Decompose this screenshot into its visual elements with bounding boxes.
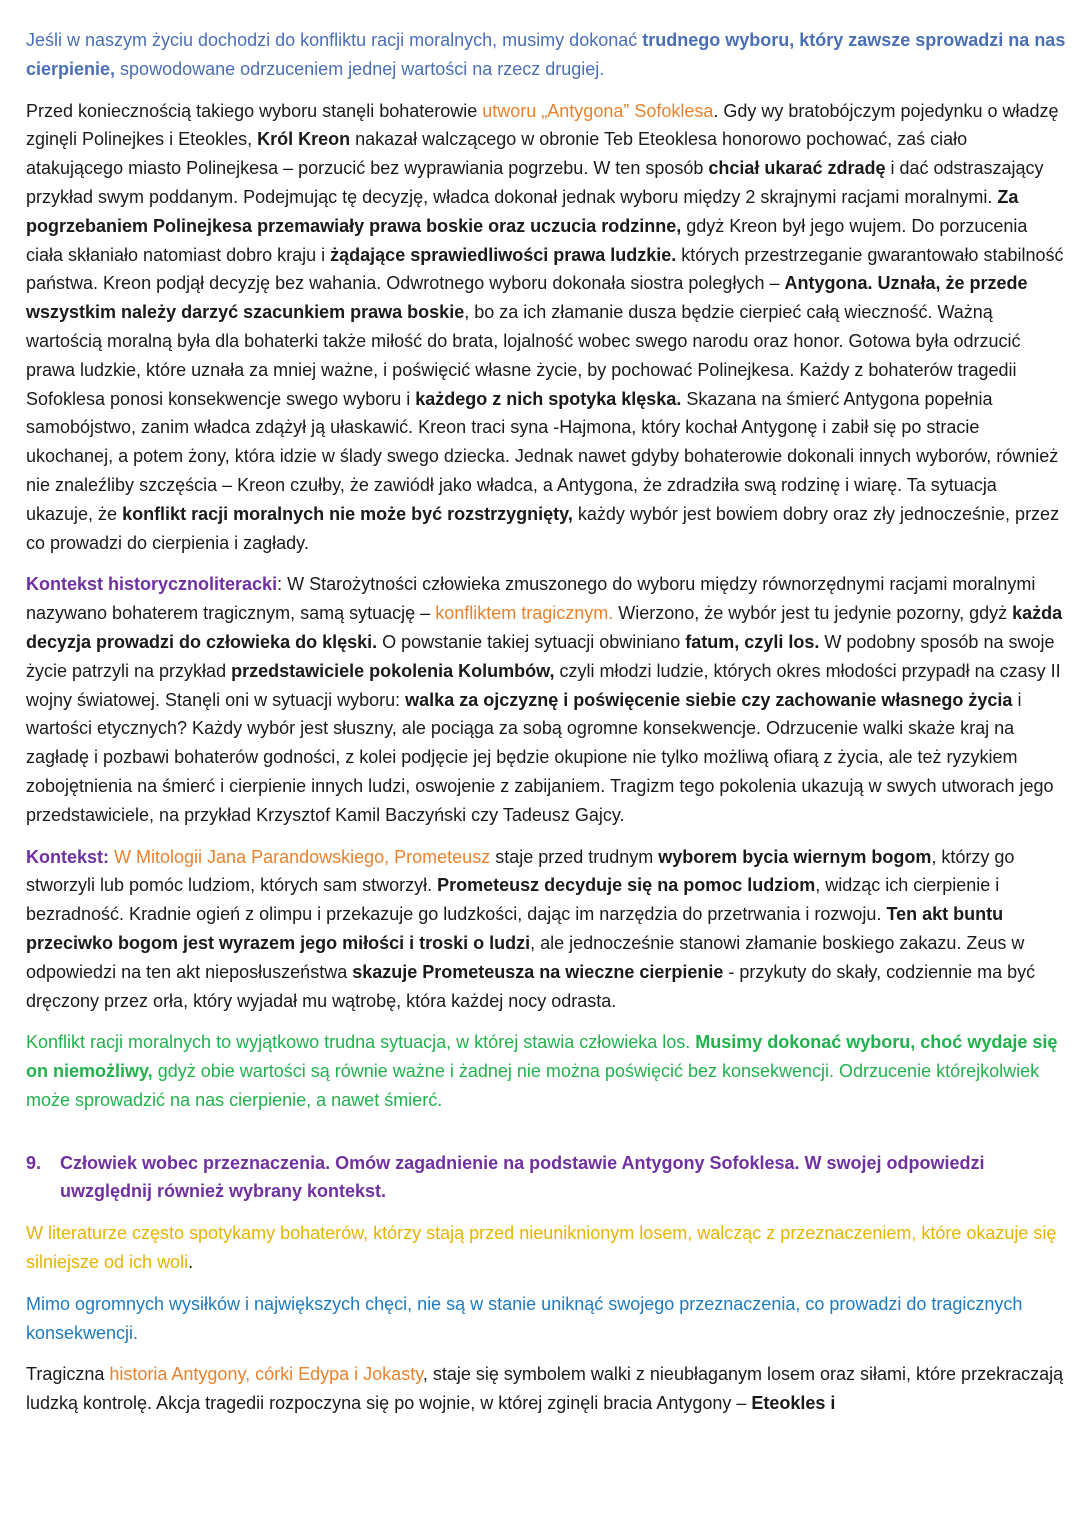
document-page bbox=[26, 26, 1066, 1431]
text-span: , którzy go stworzyli lub pomóc ludziom, których sam stworzył. bbox=[26, 846, 1015, 896]
bold-span: skazuje Prometeusza na wieczne cierpienie bbox=[352, 961, 724, 982]
question-text: Człowiek wobec przeznaczenia. Omów zagadnienie na podstawie Antygony Sofoklesa. W swojej odpowiedzi uwzględnij również wybrany kontekst. bbox=[60, 1152, 985, 1202]
text-span: . bbox=[188, 1252, 194, 1273]
text-span: Skazana na śmierć Antygona popełnia samobójstwo, zanim władca zdążył ją ułaskawić. Kreon traci syna -Hajmona, który kochał Antygonę i zabił się po stracie ukochanej, a potem żony, która idzie w ślady swego dziecka. Jednak nawet gdyby bohaterowie dokonali innych wyborów, również nie znaleźliby szczęścia – Kreon czułby, że zawiódł jako władca, a Antygona, że zdradziła swą rodzinę i wiarę. Ta sytuacja ukazuje, że bbox=[26, 388, 1059, 524]
text-span: , widząc ich cierpienie i bezradność. Kradnie ogień z olimpu i przekazuje go ludzkości, dając im narzędzia do przetrwania i rozwoju. bbox=[26, 875, 1000, 925]
question-number: 9. bbox=[26, 1152, 42, 1173]
bold-span: Musimy dokonać wyboru, choć wydaje się on niemożliwy, bbox=[26, 1032, 1058, 1082]
context-label: Kontekst historycznoliteracki bbox=[26, 574, 278, 595]
text-span: których przestrzeganie gwarantowało stabilność państwa. Kreon podjął decyzję bez wahania. Odwrotnego wyboru dokonała siostra poległych – bbox=[26, 244, 1064, 294]
bold-span: Prometeusz decyduje się na pomoc ludziom bbox=[437, 875, 816, 896]
bold-span: przedstawiciele pokolenia Kolumbów, bbox=[231, 660, 555, 681]
text-span: staje przed trudnym bbox=[490, 846, 659, 867]
text-span: gdyż obie wartości są równie ważne i żadnej nie można poświęcić bez konsekwencji. Odrzucenie którejkolwiek może sprowadzić na nas cierpienie, a nawet śmierć. bbox=[26, 1061, 1040, 1110]
bold-span: chciał ukarać zdradę bbox=[708, 158, 886, 179]
text-span: czyli młodzi ludzie, których okres młodości przypadł na czasy II wojny światowej. Stanęli oni w sytuacji wyboru: bbox=[26, 660, 1061, 710]
text-span: Wierzono, że wybór jest tu jedynie pozorny, gdyż bbox=[613, 603, 1013, 624]
text-span: Jeśli w naszym życiu dochodzi do konfliktu racji moralnych, musimy dokonać bbox=[26, 30, 643, 50]
text-span: . Gdy wy bratobójczym pojedynku o władzę zginęli Polinejkes i Eteokles, bbox=[26, 100, 1059, 150]
text-span: , bo za ich złamanie dusza będzie cierpieć całą wieczność. Ważną wartością moralną była dla bohaterki także miłość do brata, lojalność wobec swego narodu oraz honor. Gotowa była odrzucić prawa ludzkie, które uznała za mniej ważne, i poświęcić własne życie, by pochować Polinejkesa. Każdy z bohaterów tragedii Sofoklesa ponosi konsekwencje swego wyboru i bbox=[26, 302, 1021, 409]
bold-span: Antygona. Uznała, że przede wszystkim należy darzyć szacunkiem prawa boskie bbox=[26, 273, 1028, 323]
bold-span: konflikt racji moralnych nie może być rozstrzygnięty, bbox=[122, 503, 573, 524]
mythology-context-paragraph bbox=[26, 843, 1066, 1016]
text-span: Tragiczna bbox=[26, 1364, 110, 1385]
work-title-highlight: historia Antygony, córki Edypa i Jokasty bbox=[109, 1364, 423, 1385]
text-span: spowodowane odrzuceniem jednej wartości na rzecz drugiej. bbox=[115, 58, 605, 79]
text-span: i dać odstraszający przykład swym poddanym. Podejmując tę decyzję, władca dokonał jednak wyboru między 2 skrajnymi racjami moralnymi. bbox=[26, 158, 1044, 207]
bold-span: Eteokles i bbox=[751, 1393, 836, 1414]
text-span: i wartości etycznych? Każdy wybór jest słuszny, ale pociąga za sobą ogromne konsekwencje. Odrzucenie walki skaże kraj na zagładę i pozbawi bohaterów godności, z kolei podjęcie jej będzie okupione nie tylko możliwą ofiarą z życia, ale też ryzykiem zobojętnienia na śmierć i cierpienie innych ludzi, oswojenie z zabijaniem. Tragizm tego pokolenia ukazują w swych utworach jego przedstawiciele, na przykład Krzysztof Kamil Baczyński czy Tadeusz Gajcy. bbox=[26, 689, 1054, 825]
question-heading bbox=[26, 1149, 1066, 1207]
bold-span: walka za ojczyznę i poświęcenie siebie czy zachowanie własnego życia bbox=[405, 689, 1013, 710]
antigone-argument-paragraph bbox=[26, 97, 1066, 558]
bold-span: Król Kreon bbox=[257, 129, 351, 150]
antigone-history-paragraph bbox=[26, 1360, 1066, 1418]
text-span: gdyż Kreon był jego wujem. Do porzucenia ciała skłaniało natomiast dobro kraju i bbox=[26, 215, 1028, 265]
text-span: każdy wybór jest bowiem dobry oraz zły jednocześnie, przez co prowadzi do cierpienia i zagłady. bbox=[26, 503, 1060, 553]
term-highlight: konfliktem tragicznym. bbox=[435, 603, 614, 624]
text-span: - przykuty do skały, codziennie ma być dręczony przez orła, który wyjadał mu wątrobę, która każdej nocy odrasta. bbox=[26, 961, 1036, 1011]
text-span: W literaturze często spotykamy bohaterów, którzy stają przed nieuniknionym losem, walcząc z przeznaczeniem, które okazuje się silniejsze od ich woli bbox=[26, 1223, 1057, 1273]
context-label: Kontekst: bbox=[26, 846, 110, 867]
bold-span: Ten akt buntu przeciwko bogom jest wyrazem jego miłości i troski o ludzi bbox=[26, 904, 1004, 953]
bold-span: trudnego wyboru, który zawsze sprowadzi na nas cierpienie, bbox=[26, 30, 1066, 79]
bold-span: Za pogrzebaniem Polinejkesa przemawiały prawa boskie oraz uczucia rodzinne, bbox=[26, 186, 1019, 236]
conclusion-paragraph bbox=[26, 1028, 1066, 1114]
intro-thesis-paragraph bbox=[26, 26, 1066, 84]
text-span: nakazał walczącego w obronie Teb Eteoklesa honorowo pochować, zaś ciało atakującego miasto Polinejkesa – porzucić bez wyprawiania pogrzebu. W ten sposób bbox=[26, 129, 968, 179]
work-title-highlight: utworu „Antygona” Sofoklesa bbox=[482, 100, 714, 121]
text-span: W podobny sposób na swoje życie patrzyli na przykład bbox=[26, 631, 1055, 681]
text-span: O powstanie takiej sytuacji obwiniano bbox=[377, 631, 686, 652]
bold-span: każda decyzja prowadzi do człowieka do klęski. bbox=[26, 603, 1063, 652]
text-span: Przed koniecznością takiego wyboru stanęli bohaterowie bbox=[26, 100, 483, 121]
work-title-highlight: W Mitologii Jana Parandowskiego, Prometeusz bbox=[109, 846, 491, 867]
text-span: , ale jednocześnie stanowi złamanie boskiego zakazu. Zeus w odpowiedzi na ten akt nieposłuszeństwa bbox=[26, 932, 1025, 982]
fate-thesis-paragraph: Mimo ogromnych wysiłków i największych chęci, nie są w stanie uniknąć swojego przeznaczenia, co prowadzi do tragicznych konsekwencji. bbox=[26, 1293, 1023, 1343]
historical-context-paragraph bbox=[26, 570, 1066, 829]
bold-span: wyborem bycia wiernym bogom bbox=[658, 846, 932, 867]
text-span: Konflikt racji moralnych to wyjątkowo trudna sytuacja, w której stawia człowieka los. bbox=[26, 1032, 696, 1053]
text-span: , staje się symbolem walki z nieubłaganym losem oraz siłami, które przekraczają ludzką kontrolę. Akcja tragedii rozpoczyna się po wojnie, w której zginęli bracia Antygony – bbox=[26, 1364, 1064, 1414]
bold-span: każdego z nich spotyka klęska. bbox=[415, 388, 682, 409]
fate-intro-paragraph bbox=[26, 1219, 1066, 1277]
bold-span: żądające sprawiedliwości prawa ludzkie. bbox=[330, 244, 677, 265]
bold-span: fatum, czyli los. bbox=[685, 631, 820, 652]
text-span: : W Starożytności człowieka zmuszonego do wyboru między równorzędnymi racjami moralnymi nazywano bohaterem tragicznym, samą sytuację – bbox=[26, 574, 1036, 624]
